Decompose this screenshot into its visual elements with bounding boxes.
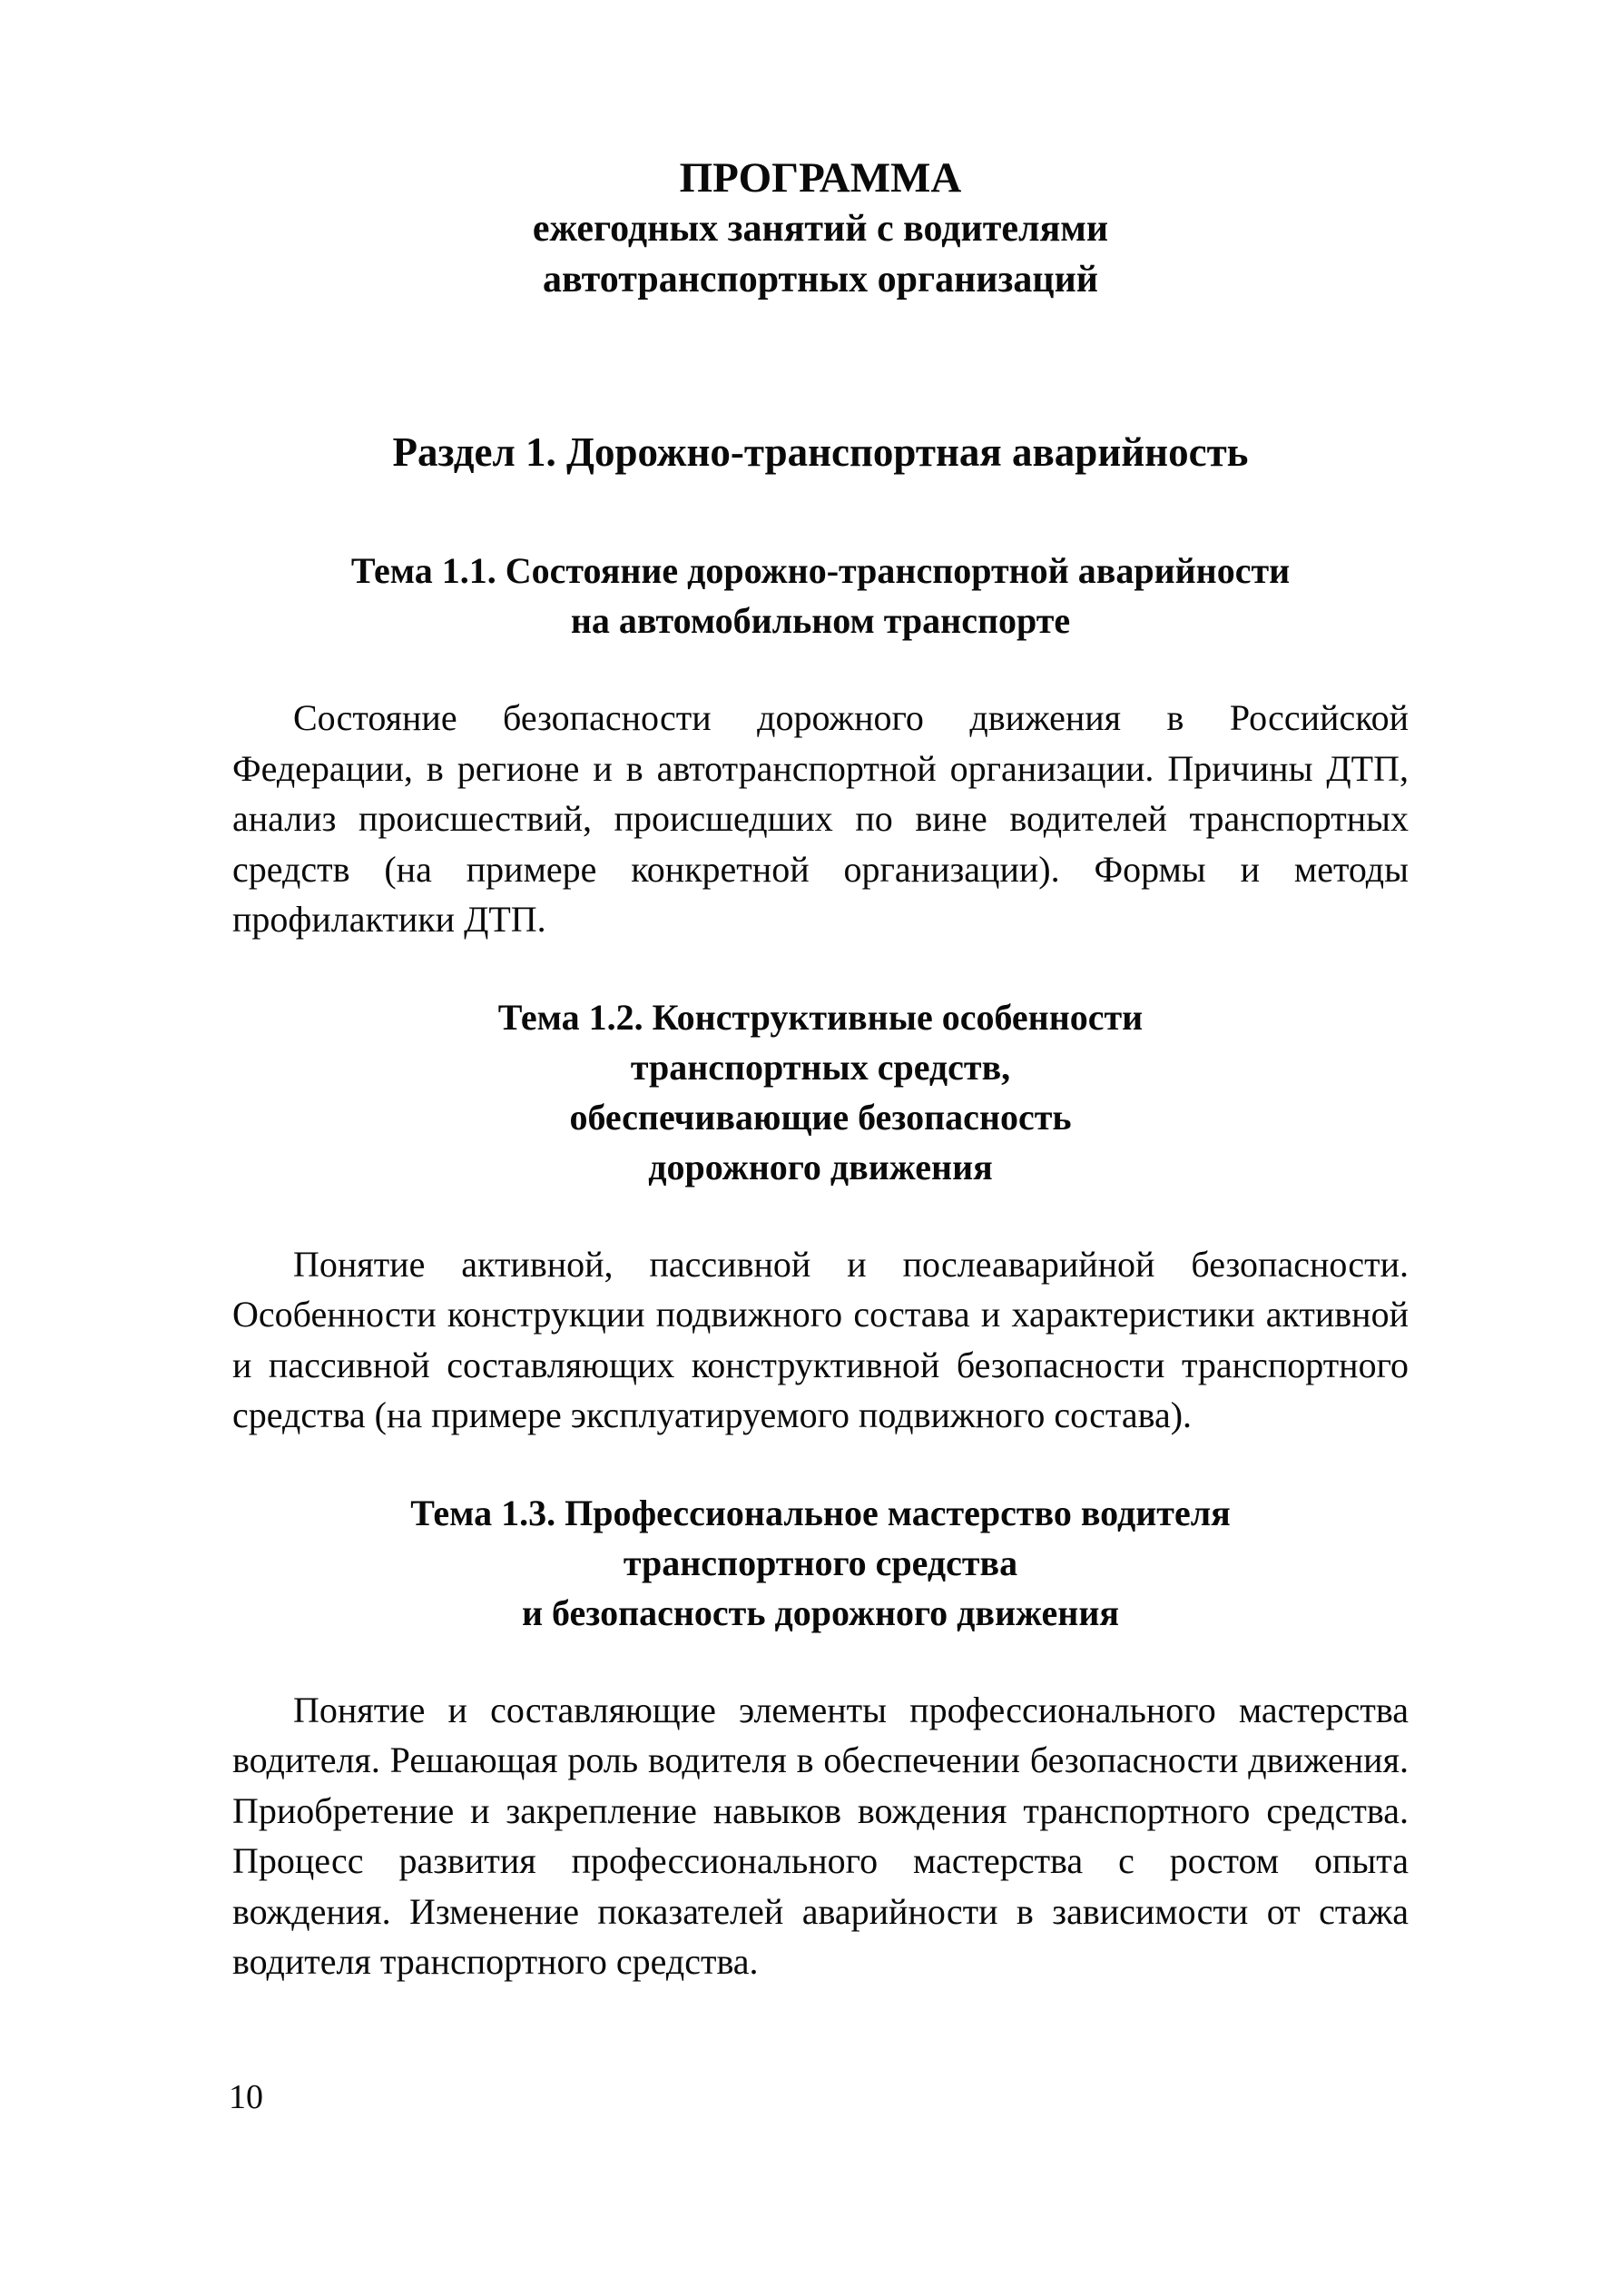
program-header [232,153,1409,305]
topic-heading-line: обеспечивающие безопасность [569,1096,1072,1138]
page-content [232,153,1409,1987]
topic-heading-line: Тема 1.1. Состояние дорожно-транспортной аварийности [350,550,1291,591]
spacer [232,945,1409,992]
topic-1-3-paragraph: Понятие и составляющие элементы профессионального мастерства водителя. Решающая роль водителя в обеспечении безопасности движения. Приобретение и закрепление навыков вождения транспортного средства. Процесс развития профессионального мастерства с ростом опыта вождения. Изменение показателей аварийности в зависимости от стажа водителя транспортного средства. [232,1689,1409,1982]
program-title: ПРОГРАММА [679,154,962,202]
topic-heading-line: дорожного движения [648,1146,993,1187]
section-title: Раздел 1. Дорожно-транспортная аварийность [392,429,1249,475]
topic-1-3-heading [232,1488,1409,1638]
spacer [232,1441,1409,1488]
spacer [232,305,1409,427]
spacer [232,1192,1409,1239]
topic-heading-line: транспортного средства [623,1542,1018,1583]
topic-heading-line: транспортных средств, [630,1046,1011,1088]
topic-1-1-paragraph: Состояние безопасности дорожного движения в Российской Федерации, в регионе и в автотранспортной организации. Причины ДТП, анализ происшествий, происшедших по вине водителей транспортных средств (на примере конкретной организации). Формы и методы профилактики ДТП. [232,697,1409,940]
spacer [232,1638,1409,1685]
page-number: 10 [229,2078,263,2116]
spacer [232,645,1409,693]
topic-1-2-paragraph: Понятие активной, пассивной и послеаварийной безопасности. Особенности конструкции подвижного состава и характеристики активной и пассивной составляющих конструктивной безопасности транспортного средства (на примере эксплуатируемого подвижного состава). [232,1243,1409,1435]
topic-1-2-heading [232,992,1409,1192]
program-subtitle-line-2: автотранспортных организаций [543,259,1098,301]
topic-heading-line: Тема 1.2. Конструктивные особенности [497,996,1144,1038]
topic-heading-line: и безопасность дорожного движения [521,1591,1120,1633]
topic-1-1-heading [232,546,1409,645]
spacer [232,478,1409,546]
topic-heading-line: Тема 1.3. Профессиональное мастерство водителя [410,1492,1231,1533]
program-subtitle-line-1: ежегодных занятий с водителями [532,208,1109,250]
topic-heading-line: на автомобильном транспорте [570,600,1071,641]
